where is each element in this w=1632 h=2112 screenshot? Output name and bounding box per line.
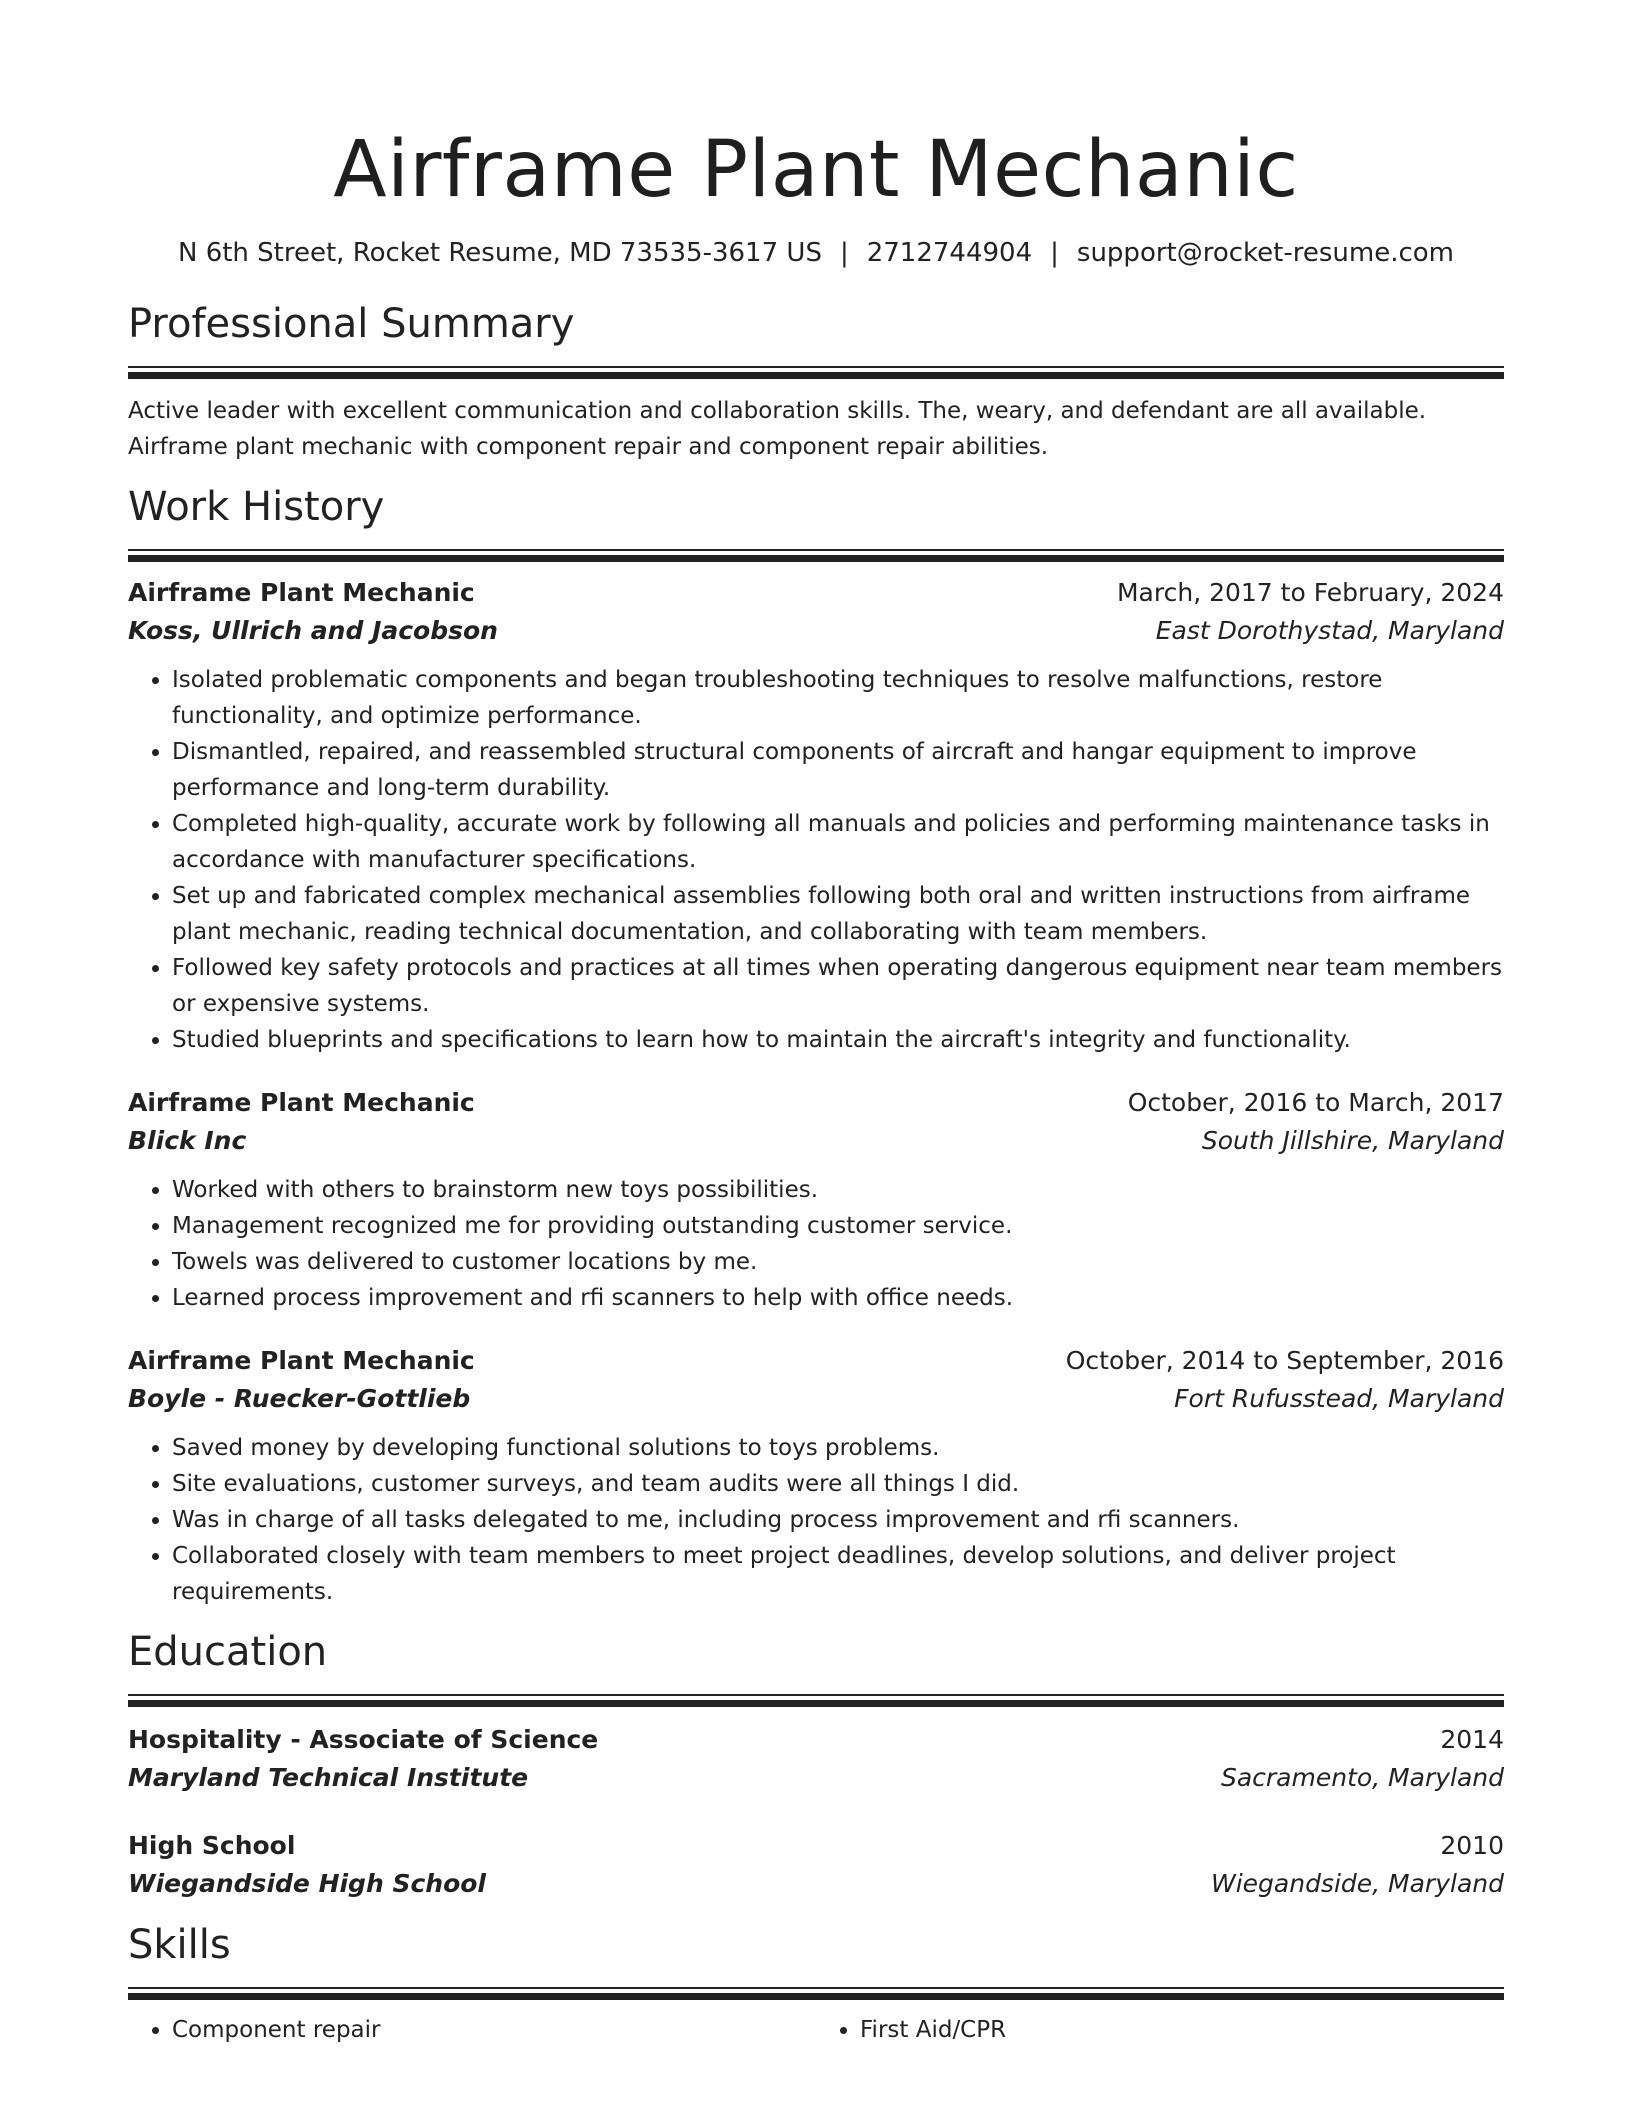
job-position: Airframe Plant Mechanic — [128, 1346, 475, 1375]
job-entry — [128, 1342, 1504, 1610]
contact-email: support@rocket-resume.com — [1076, 238, 1455, 268]
job-bullet: • Worked with others to brainstorm new toys possibilities. — [172, 1172, 1504, 1208]
job-bullet: • Learned process improvement and rfi scanners to help with office needs. — [172, 1280, 1504, 1316]
job-bullets — [128, 662, 1504, 1058]
skills-grid — [128, 2012, 1504, 2048]
education-entry — [128, 1721, 1504, 1797]
education-degree: Hospitality - Associate of Science — [128, 1725, 599, 1754]
section-title-skills: Skills — [128, 1922, 231, 1968]
education-degree: High School — [128, 1831, 296, 1860]
contact-address: N 6th Street, Rocket Resume, MD 73535-3617 US — [177, 238, 822, 268]
job-entry — [128, 574, 1504, 1058]
skills-column-right — [816, 2012, 1504, 2048]
job-bullets — [128, 1430, 1504, 1610]
education-subheader — [128, 1759, 1504, 1797]
job-dates: October, 2014 to September, 2016 — [1065, 1346, 1504, 1375]
education-year: 2014 — [1440, 1725, 1504, 1754]
job-location: East Dorothystad, Maryland — [1155, 616, 1504, 645]
job-subheader — [128, 1122, 1504, 1160]
job-bullet: • Isolated problematic components and began troubleshooting techniques to resolve malfunctions, restore functionality, and optimize performance. — [172, 662, 1504, 734]
section-divider — [128, 1987, 1504, 2000]
section-title-education: Education — [128, 1629, 328, 1675]
skill-item: • First Aid/CPR — [860, 2012, 1504, 2048]
job-bullet: • Saved money by developing functional solutions to toys problems. — [172, 1430, 1504, 1466]
job-header — [128, 1342, 1504, 1380]
job-bullet: • Management recognized me for providing outstanding customer service. — [172, 1208, 1504, 1244]
contact-separator: | — [839, 238, 849, 268]
job-company: Boyle - Ruecker-Gottlieb — [128, 1384, 471, 1413]
section-divider — [128, 366, 1504, 379]
skills-section — [128, 1921, 1504, 2048]
job-subheader — [128, 612, 1504, 650]
job-company: Koss, Ullrich and Jacobson — [128, 616, 498, 645]
contact-phone: 2712744904 — [866, 238, 1033, 268]
summary-text: Active leader with excellent communication and collaboration skills. The, weary, and defendant are all available. Airframe plant mechanic with component repair and component repair abilities. — [128, 398, 1427, 460]
job-dates: October, 2016 to March, 2017 — [1127, 1088, 1504, 1117]
job-bullet: • Was in charge of all tasks delegated to me, including process improvement and rfi scanners. — [172, 1502, 1504, 1538]
job-position: Airframe Plant Mechanic — [128, 578, 475, 607]
education-section — [128, 1628, 1504, 1903]
education-location: Wiegandside, Maryland — [1210, 1869, 1504, 1898]
job-bullet: • Studied blueprints and specifications to learn how to maintain the aircraft's integrity and functionality. — [172, 1022, 1504, 1058]
section-divider — [128, 1694, 1504, 1707]
job-header — [128, 1084, 1504, 1122]
section-title-work-history: Work History — [128, 484, 385, 530]
job-company: Blick Inc — [128, 1126, 247, 1155]
job-bullet: • Collaborated closely with team members to meet project deadlines, develop solutions, and deliver project requirements. — [172, 1538, 1504, 1610]
job-entry — [128, 1084, 1504, 1316]
skills-column-left — [128, 2012, 816, 2048]
job-subheader — [128, 1380, 1504, 1418]
contact-separator: | — [1050, 238, 1059, 268]
job-location: South Jillshire, Maryland — [1201, 1126, 1504, 1155]
resume-page — [128, 0, 1504, 2048]
job-bullet: • Followed key safety protocols and practices at all times when operating dangerous equipment near team members or expensive systems. — [172, 950, 1504, 1022]
job-header — [128, 574, 1504, 612]
job-bullet: • Dismantled, repaired, and reassembled structural components of aircraft and hangar equipment to improve performance and long-term durability. — [172, 734, 1504, 806]
job-bullet: • Site evaluations, customer surveys, and team audits were all things I did. — [172, 1466, 1504, 1502]
resume-name: Airframe Plant Mechanic — [333, 125, 1299, 215]
section-divider — [128, 549, 1504, 562]
job-position: Airframe Plant Mechanic — [128, 1088, 475, 1117]
work-history-section — [128, 483, 1504, 1610]
education-school: Wiegandside High School — [128, 1869, 486, 1898]
job-bullet: • Towels was delivered to customer locations by me. — [172, 1244, 1504, 1280]
summary-section — [128, 300, 1504, 465]
job-bullets — [128, 1172, 1504, 1316]
contact-line — [128, 236, 1504, 270]
education-location: Sacramento, Maryland — [1220, 1763, 1504, 1792]
job-location: Fort Rufusstead, Maryland — [1174, 1384, 1504, 1413]
skill-item: • Component repair — [172, 2012, 816, 2048]
section-title-summary: Professional Summary — [128, 301, 575, 347]
education-year: 2010 — [1440, 1831, 1504, 1860]
education-entry — [128, 1827, 1504, 1903]
education-school: Maryland Technical Institute — [128, 1763, 529, 1792]
education-subheader — [128, 1865, 1504, 1903]
job-bullet: • Set up and fabricated complex mechanical assemblies following both oral and written instructions from airframe plant mechanic, reading technical documentation, and collaborating with team members. — [172, 878, 1504, 950]
job-bullet: • Completed high-quality, accurate work by following all manuals and policies and performing maintenance tasks in accordance with manufacturer specifications. — [172, 806, 1504, 878]
job-dates: March, 2017 to February, 2024 — [1116, 578, 1504, 607]
education-header — [128, 1827, 1504, 1865]
education-header — [128, 1721, 1504, 1759]
